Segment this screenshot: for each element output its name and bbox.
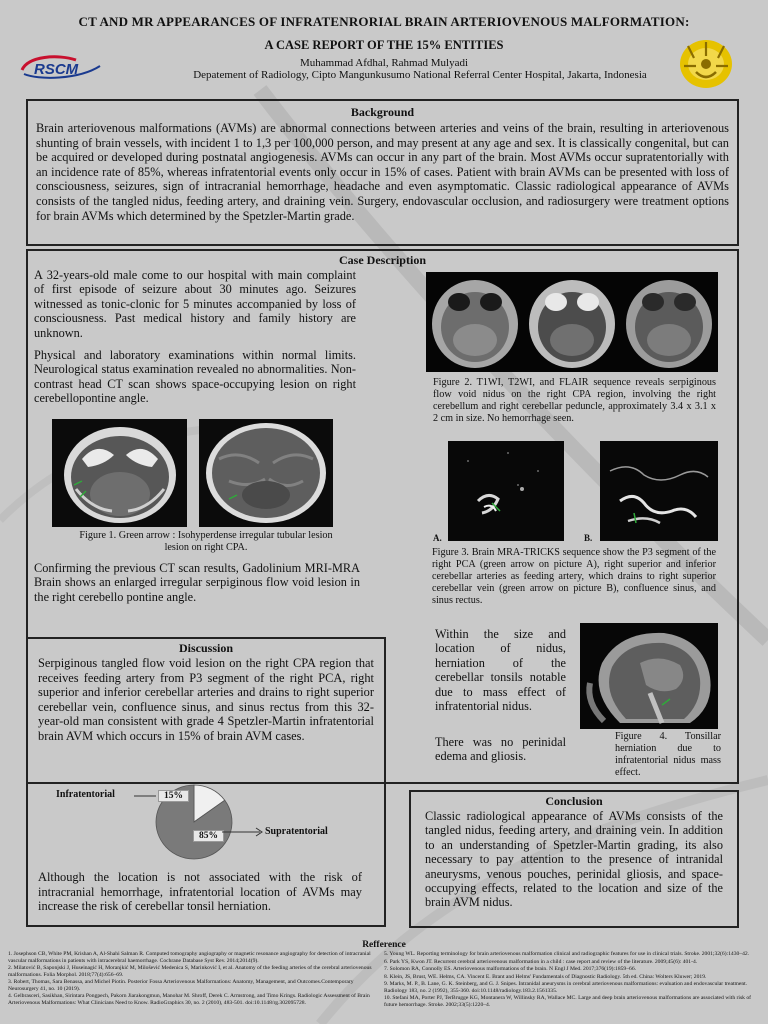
figure-3b-mra-tricks: [600, 441, 718, 541]
background-heading: Background: [350, 105, 415, 119]
pie-label-supratentorial: Supratentorial: [265, 826, 328, 837]
case-heading: Case Description: [339, 253, 426, 267]
case-paragraph-5: There was no perinidal edema and gliosis.: [435, 735, 566, 764]
figure-2-mri-sequences: [426, 272, 718, 372]
references-heading: Refference: [362, 940, 406, 950]
reference-item: 2. Milatović B, Saponjski J, Huseinagić H, Moranjkić M, Milošević Medenica S, Marinković I, et al. Anatomy of the feeding arteries of the cerebral arteriovenous malformations. Folia Morphol. 2018;77(4):656–69.: [8, 965, 372, 978]
figure-3a-mra-tricks: [448, 441, 564, 541]
conclusion-section: [409, 790, 739, 928]
case-paragraph-1: A 32-years-old male come to our hospital with main complaint of first episode of seizure about 30 minutes ago. Seizures witnessed as tonic-clonic for 5 minutes accompanied by loss of consciousness. Past medical history and family history are unknown.: [34, 268, 356, 340]
figure-3-caption: Figure 3. Brain MRA-TRICKS sequence show the P3 segment of the right PCA (green arrow on picture A), right superior and inferior cerebellar arteries as feeding artery, which drains to right superior cerebellar vein (green arrow on picture B), confluence sinus, and sinus rectus.: [432, 547, 716, 606]
figure-3a-label: A.: [433, 533, 442, 543]
rscm-logo: [18, 52, 114, 82]
pie-label-infratentorial: Infratentorial: [56, 789, 115, 800]
pie-value-infratentorial: 15%: [158, 790, 189, 802]
figure-4-caption: Figure 4. Tonsillar herniation due to infratentorial nidus mass effect.: [615, 731, 721, 778]
reference-item: 9. Marks, M. P., B. Lane, G. K. Steinberg, and G. J. Snipes. Intranidal aneurysms in cerebral arteriovenous malformations: evaluation and endovascular treatment. Radiology 183, no. 2 (1992), 355-360. doi:10.1148/radiology.183.2.1561335.: [384, 981, 748, 994]
references-right-column: [384, 951, 760, 1009]
discussion-heading: Discussion: [178, 641, 234, 655]
authors: Muhammad Afdhal, Rahmad Mulyadi: [299, 57, 469, 69]
reference-item: 7. Solomon RA, Connolly ES. Arteriovenous malformations of the brain. N Engl J Med. 2017;376(19):1859–66.: [384, 966, 637, 972]
conclusion-text: Classic radiological appearance of AVMs consists of the tangled nidus, feeding artery, and draining vein. In addition to an understanding of Spetzler-Martin grading, its also necessary to pay attention to the presence of intranidal aneurysms, venous pouches, perinidal gliosis, and space-occupying effects, related to the location and size of the brain AVM nidus.: [425, 809, 723, 910]
conclusion-heading: Conclusion: [545, 794, 603, 808]
discussion-paragraph-1: Serpiginous tangled flow void lesion on the right CPA region that receives feeding artery from P3 segment of the right PCA, right superior and inferior cerebellar arteries and drains to right superior cerebellar vein, confluence sinus, and sinus rectus from this 32-year-old man consistent with grade 4 Spetzler-Martin infratentorial brain AVM which occurs in 15% of brain AVM cases.: [38, 656, 374, 743]
figure-1-ct-coronal: [199, 419, 333, 527]
case-paragraph-3: Confirming the previous CT scan results, Gadolinium MRI-MRA Brain shows an enlarged irregular serpiginous flow void lesion in the right cerebello pontine angle.: [34, 561, 360, 604]
rscm-logo-text: RSCM: [34, 61, 79, 78]
background-text: Brain arteriovenous malformations (AVMs) are abnormal connections between arteries and veins of the brain, resulting in arteriovenous shunting of brain vessels, with incident 1 to 1,3 per 100,000 person, and may present at any age and sex. It is classically congenital, but can be acquired or developed during postnatal angiogenesis. AVMs can occur in any part of the brain. Most AVMs occur supratentorially with an incidence rate of 85%, whereas infratentorial events only occur in 15% of cases. Patient with brain AVMs can be presented with loss of consciousness, seizures, sign of intracranial hemorrhage, headache and even asymptomatic. Classic radiological appearance of AVMs consists of the tangled nidus, feeding artery, and draining vein. Surgery, endovascular occlusion, and radiosurgery were treatment options for brain AVMs which determined by the Spetzler-Martin grade.: [36, 121, 729, 223]
references-left-column: [8, 951, 378, 1007]
discussion-paragraph-2: Although the location is not associated with the risk of intracranial hemorrhage, infratentorial location of AVMs may increase the risk of cerebellar tonsil herniation.: [38, 870, 362, 914]
reference-item: 5. Young WL. Reporting terminology for brain arteriovenous malformation clinical and radiographic features for use in clinical trials. Stroke. 2001;32(6):1430–42.: [384, 951, 750, 957]
poster-subtitle: A CASE REPORT OF THE 15% ENTITIES: [264, 38, 504, 52]
figure-3b-label: B.: [584, 533, 593, 543]
figure-1-caption: Figure 1. Green arrow : Isohyperdense irregular tubular lesion lesion on right CPA.: [79, 530, 333, 553]
poster-title: CT AND MR APPEARANCES OF INFRATENRORIAL BRAIN ARTERIOVENOUS MALFORMATION:: [78, 14, 690, 29]
reference-item: 8. Klein, JS, Brust, WE. Helms, CA. Vincent E. Brant and Helms' Fundamentals of Diagnostic Radiology. 5th ed. China: Wolters Kluwer; 2019.: [384, 973, 707, 980]
pie-leader-lines: [134, 792, 264, 838]
reference-item: 3. Robert, Thomas, Sara Benassa, and Michel Piotin. Posterior Fossa Arteriovenous Malformations: Anatomy, Management, and Outcomes.Contemporary Neurosurgery 41, no. 10 (2019).: [8, 979, 354, 992]
reference-item: 10. Stefani MA, Porter PJ, TerBrugge KG, Montanera W, Willinsky RA, Wallace MC. Large and deep brain arteriovenous malformations are associated with risk of future hemorrhage. Stroke. 2002;33(5):1220–4.: [384, 995, 752, 1008]
affiliation: Depatement of Radiology, Cipto Mangunkusumo National Referral Center Hospital, Jakarta, Indonesia: [193, 69, 647, 81]
figure-4-sagittal-mri: [580, 623, 718, 729]
figure-1-ct-axial: [52, 419, 187, 527]
university-logo: [674, 36, 738, 92]
background-section: [26, 99, 739, 246]
reference-item: 6. Park YS, Kwon JT. Recurrent cerebral arteriovenous malformation in a child : case report and review of the literature. 2009;45(6): 401-4.: [384, 958, 698, 965]
case-paragraph-4: Within the size and location of nidus, herniation of the cerebellar tonsils notable due to mass effect of infratentorial nidus.: [435, 627, 566, 714]
reference-item: 1. Josephson CB, White PM, Krishan A, Al-Shahi Salman R. Computed tomography angiography or magnetic resonance angiography for detection of intracranial vascular malformations in patients with intracerebral haemorrhage. Cochrane Database Syst Rev. 2014;2014(9).: [8, 951, 371, 964]
pie-value-supratentorial: 85%: [193, 830, 224, 842]
figure-2-caption: Figure 2. T1WI, T2WI, and FLAIR sequence reveals serpiginous flow void nidus on the right CPA region, involving the right cerebellum and right cerebellar peduncle, approximately 3.4 x 3.1 x 2 cm in size. No hemorrhage seen.: [433, 377, 716, 424]
reference-item: 4. Gelbrasceri, Sasikhan, Sirintara Pongpech, Pakorn Jiarakongmun, Manohar M. Shroff, Derek C. Armstrong, and Timo Krings. Radiologic Assessment of Brain Arteriovenous Malformations: What Clinicians Need to Know. RadioGraphics 30, no. 2 (2010), 483-501. doi:10.1148/rg.302095728.: [8, 993, 370, 1006]
case-paragraph-2: Physical and laboratory examinations within normal limits. Neurological status examination revealed no abnormalities. Non-contrast head CT scan shows space-occupying lesion on right cerebellopontine angle.: [34, 348, 356, 406]
